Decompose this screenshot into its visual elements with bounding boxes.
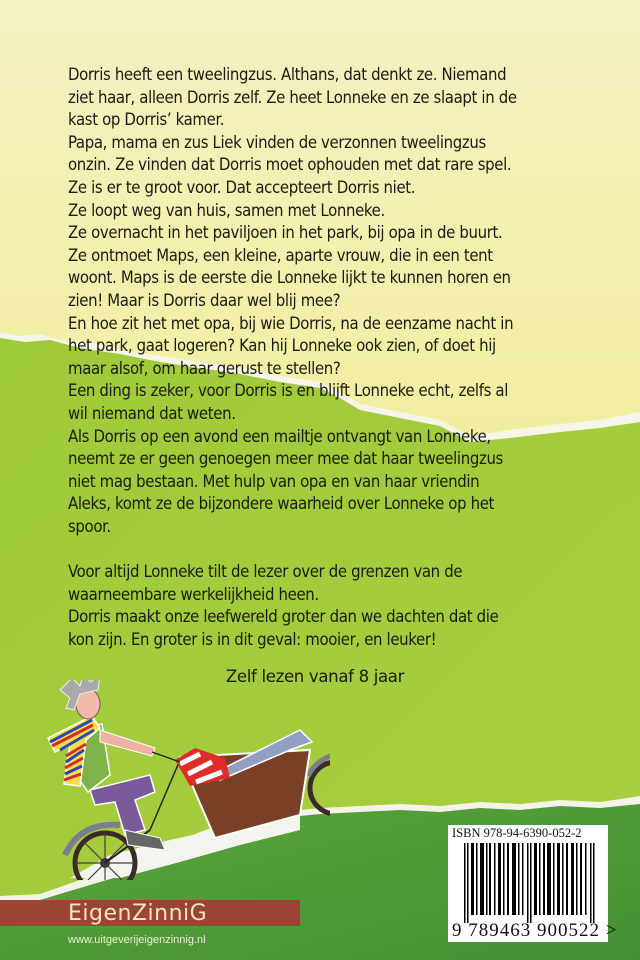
cargo-bike-illustration bbox=[0, 680, 330, 880]
front-wheel-icon bbox=[308, 752, 330, 814]
description-line: het park, gaat logeren? Kan hij Lonneke ook zien, of doet hij bbox=[68, 336, 496, 356]
blurb-line: Dorris maakt onze leefwereld groter dan we dachten dat die bbox=[68, 607, 499, 627]
description-line: En hoe zit het met opa, bij wie Dorris, na de eenzame nacht in bbox=[68, 313, 514, 333]
description-line: Papa, mama en zus Liek vinden de verzonnen tweelingzus bbox=[68, 132, 486, 152]
description-line: kast op Dorris’ kamer. bbox=[68, 110, 225, 130]
description-line: spoor. bbox=[68, 516, 111, 536]
reading-age-label: Zelf lezen vanaf 8 jaar bbox=[225, 667, 405, 686]
description-line: Dorris heeft een tweelingzus. Althans, dat denkt ze. Niemand bbox=[68, 65, 507, 84]
isbn-label: ISBN 978-94-6390-052-2 bbox=[452, 826, 582, 840]
blurb-line: Voor altijd Lonneke tilt de lezer over de grenzen van de bbox=[68, 562, 463, 582]
isbn-barcode bbox=[448, 825, 618, 942]
description-line: ziet haar, alleen Dorris zelf. Ze heet Lonneke en ze slaapt in de bbox=[68, 87, 517, 107]
description-line: Een ding is zeker, voor Dorris is en blijft Lonneke echt, zelfs al bbox=[68, 381, 509, 401]
barcode-digits: 9 789463 900522 > bbox=[452, 920, 618, 941]
description-line: Ze loopt weg van huis, samen met Lonneke. bbox=[68, 200, 385, 220]
description-line: neemt ze er geen genoegen meer mee dat haar tweelingzus bbox=[68, 449, 503, 469]
description-line: woont. Maps is de eerste die Lonneke lijkt te kunnen horen en bbox=[68, 268, 511, 288]
paragraph-gap bbox=[68, 538, 588, 561]
description-line: wil niemand dat weten. bbox=[68, 403, 236, 423]
barcode-icon bbox=[464, 843, 596, 923]
description-line: zien! Maar is Dorris daar wel blij mee? bbox=[68, 290, 341, 310]
book-description bbox=[68, 64, 588, 651]
description-line: Ze ontmoet Maps, een kleine, aparte vrouw, die in een tent bbox=[68, 245, 493, 265]
description-line: maar alsof, om haar gerust te stellen? bbox=[68, 358, 341, 378]
description-line: Aleks, komt ze de bijzondere waarheid over Lonneke op het bbox=[68, 494, 495, 514]
description-line: onzin. Ze vinden dat Dorris moet ophouden met dat rare spel. bbox=[68, 155, 512, 175]
description-line: Als Dorris op een avond een mailtje ontvangt van Lonneke, bbox=[68, 426, 491, 446]
description-line: Ze is er te groot voor. Dat accepteert Dorris niet. bbox=[68, 177, 416, 197]
blurb-line: kon zijn. En groter is in dit geval: mooier, en leuker! bbox=[68, 629, 437, 649]
description-line: niet mag bestaan. Met hulp van opa en van haar vriendin bbox=[68, 471, 480, 491]
publisher-url[interactable]: www.uitgeverijeigenzinnig.nl bbox=[68, 934, 206, 946]
description-line: Ze overnacht in het paviljoen in het park, bij opa in de buurt. bbox=[68, 223, 503, 243]
blurb-line: waarneembare werkelijkheid heen. bbox=[68, 584, 319, 604]
publisher-logo: EigenZinniG bbox=[68, 901, 208, 926]
